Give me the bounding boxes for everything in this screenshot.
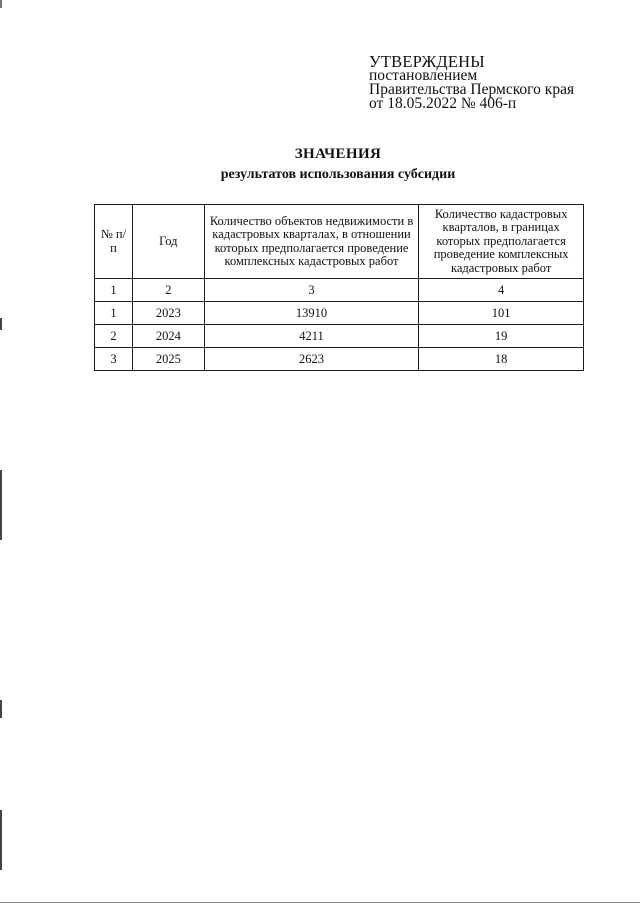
row-number: 1 bbox=[95, 302, 133, 325]
row-number: 2 bbox=[95, 325, 133, 348]
row-year: 2025 bbox=[132, 348, 204, 371]
approval-line: постановлением bbox=[369, 67, 478, 84]
row-objects-count: 4211 bbox=[204, 325, 419, 348]
column-number: 1 bbox=[95, 279, 133, 302]
scan-edge-mark bbox=[0, 318, 2, 330]
column-number-row bbox=[95, 279, 584, 302]
scan-bottom-edge bbox=[0, 902, 640, 903]
row-quarters-count: 19 bbox=[419, 325, 584, 348]
column-number: 3 bbox=[204, 279, 419, 302]
table-row bbox=[95, 302, 584, 325]
row-objects-count: 2623 bbox=[204, 348, 419, 371]
scan-edge-mark bbox=[0, 0, 2, 8]
values-table bbox=[94, 204, 584, 371]
approval-heading: УТВЕРЖДЕНЫ bbox=[369, 52, 485, 71]
header-number: № п/п bbox=[95, 205, 133, 279]
row-quarters-count: 18 bbox=[419, 348, 584, 371]
row-quarters-count: 101 bbox=[419, 302, 584, 325]
row-year: 2023 bbox=[132, 302, 204, 325]
scan-edge-mark bbox=[0, 470, 2, 540]
scan-edge-mark bbox=[0, 700, 2, 718]
document-title: ЗНАЧЕНИЯ bbox=[294, 146, 382, 162]
approval-date-line: от 18.05.2022 № 406-п bbox=[369, 95, 517, 112]
table-header-row bbox=[95, 205, 584, 279]
column-number: 2 bbox=[132, 279, 204, 302]
header-objects-count: Количество объектов недвижимости в кадастровых кварталах, в отношении которых предполагается проведение комплексных кадастровых работ bbox=[204, 205, 419, 279]
scan-edge-mark bbox=[0, 810, 2, 870]
header-quarters-count: Количество кадастровых кварталов, в границах которых предполагается проведение комплексных кадастровых работ bbox=[419, 205, 584, 279]
table-row bbox=[95, 348, 584, 371]
header-year: Год bbox=[132, 205, 204, 279]
table-row bbox=[95, 325, 584, 348]
approval-line: Правительства Пермского края bbox=[369, 81, 575, 98]
row-objects-count: 13910 bbox=[204, 302, 419, 325]
row-year: 2024 bbox=[132, 325, 204, 348]
approval-stamp bbox=[369, 52, 575, 112]
row-number: 3 bbox=[95, 348, 133, 371]
document-subtitle: результатов использования субсидии bbox=[220, 167, 456, 182]
column-number: 4 bbox=[419, 279, 584, 302]
